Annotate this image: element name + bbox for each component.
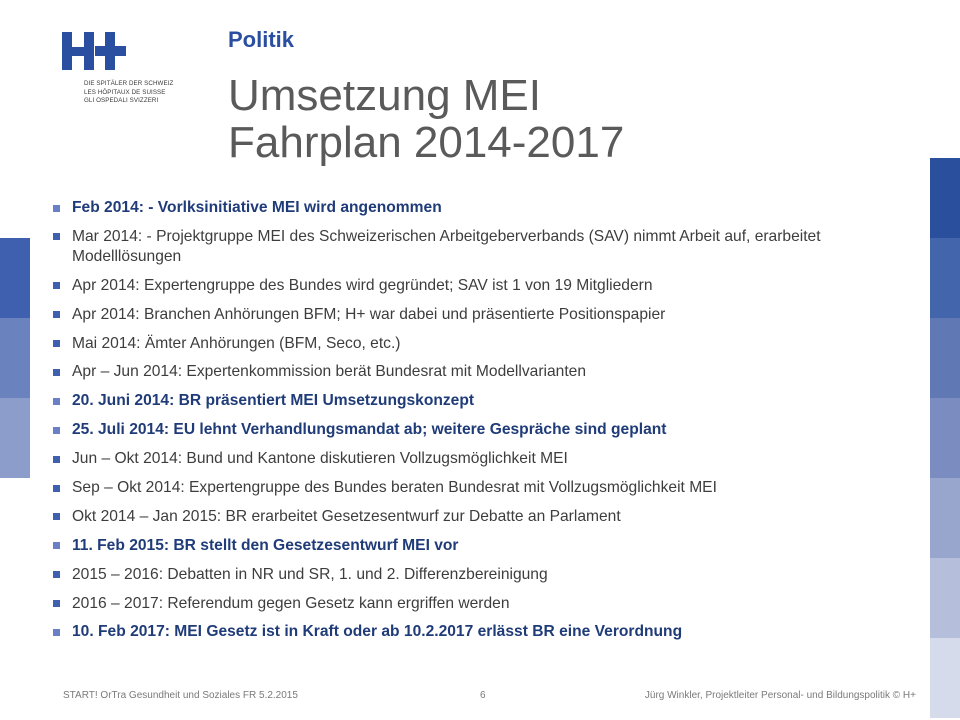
timeline-item-text: Mai 2014: Ämter Anhörungen (BFM, Seco, etc.) [72, 334, 401, 352]
slide-title [228, 72, 624, 166]
timeline-item-text: 2016 – 2017: Referendum gegen Gesetz kann ergriffen werden [72, 594, 510, 612]
timeline-item [48, 276, 908, 296]
right-color-bar [930, 158, 960, 718]
color-band [930, 478, 960, 558]
timeline-item [48, 594, 908, 614]
timeline-item-text: 2015 – 2016: Debatten in NR und SR, 1. und 2. Differenzbereinigung [72, 565, 548, 583]
square-bullet-icon [53, 311, 60, 318]
color-band [930, 558, 960, 638]
timeline-item [48, 198, 908, 218]
timeline-item [48, 622, 908, 642]
logo-line-it: GLI OSPEDALI SVIZZERI [84, 97, 159, 105]
square-bullet-icon [53, 427, 60, 434]
timeline-item-text: Apr 2014: Expertengruppe des Bundes wird gegründet; SAV ist 1 von 19 Mitgliedern [72, 276, 653, 294]
timeline-item-text: 11. Feb 2015: BR stellt den Gesetzesentwurf MEI vor [72, 536, 459, 554]
timeline-item-text: Okt 2014 – Jan 2015: BR erarbeitet Gesetzesentwurf zur Debatte an Parlament [72, 507, 621, 525]
footer-author: Jürg Winkler, Projektleiter Personal- und Bildungspolitik © H+ [644, 690, 916, 701]
timeline-item-text: Sep – Okt 2014: Expertengruppe des Bundes beraten Bundesrat mit Vollzugsmöglichkeit MEI [72, 479, 717, 497]
color-band [930, 638, 960, 718]
square-bullet-icon [53, 571, 60, 578]
timeline-item-text: 25. Juli 2014: EU lehnt Verhandlungsmandat ab; weitere Gespräche sind geplant [72, 421, 667, 439]
square-bullet-icon [53, 600, 60, 607]
logo-line-de: DIE SPITÄLER DER SCHWEIZ [84, 80, 174, 87]
footer-event: START! OrTra Gesundheit und Soziales FR 5.2.2015 [63, 690, 298, 701]
square-bullet-icon [53, 369, 60, 376]
square-bullet-icon [53, 398, 60, 405]
timeline-item-text: Feb 2014: - Vorlksinitiative MEI wird angenommen [72, 199, 442, 216]
footer-page-number: 6 [480, 690, 486, 701]
square-bullet-icon [53, 233, 60, 240]
timeline-item [48, 478, 908, 498]
timeline-item-text: Jun – Okt 2014: Bund und Kantone diskutieren Vollzugsmöglichkeit MEI [72, 450, 568, 468]
h-plus-logo [62, 30, 192, 108]
timeline-item [48, 565, 908, 585]
square-bullet-icon [53, 282, 60, 289]
square-bullet-icon [53, 340, 60, 347]
color-band [0, 318, 30, 398]
timeline-item [48, 362, 908, 382]
timeline-item [48, 536, 908, 556]
square-bullet-icon [53, 205, 60, 212]
square-bullet-icon [53, 456, 60, 463]
timeline-item [48, 227, 908, 267]
square-bullet-icon [53, 485, 60, 492]
left-color-bar [0, 238, 30, 478]
square-bullet-icon [53, 629, 60, 636]
logo-line-fr: LES HÔPITAUX DE SUISSE [84, 88, 166, 96]
timeline-item-text: 10. Feb 2017: MEI Gesetz ist in Kraft oder ab 10.2.2017 erlässt BR eine Verordnung [72, 623, 683, 641]
color-band [930, 318, 960, 398]
timeline-item-text: Mar 2014: - Projektgruppe MEI des Schweizerischen Arbeitgeberverbands (SAV) nimmt Arbeit auf, erarbeitet Modelllösungen [72, 227, 821, 265]
section-label: Politik [228, 27, 295, 52]
logo-tagline [84, 80, 173, 106]
color-band [0, 398, 30, 478]
timeline-item [48, 507, 908, 527]
timeline-item-text: Apr – Jun 2014: Expertenkommission berät Bundesrat mit Modellvarianten [72, 363, 586, 381]
timeline-list [48, 198, 908, 651]
square-bullet-icon [53, 542, 60, 549]
title-line-2: Fahrplan 2014-2017 [228, 118, 625, 167]
timeline-item-text: 20. Juni 2014: BR präsentiert MEI Umsetzungskonzept [72, 392, 475, 410]
color-band [0, 238, 30, 318]
timeline-item-text: Apr 2014: Branchen Anhörungen BFM; H+ war dabei und präsentierte Positionspapier [72, 305, 666, 323]
title-line-1: Umsetzung MEI [228, 71, 541, 120]
timeline-item [48, 391, 908, 411]
timeline-item [48, 449, 908, 469]
square-bullet-icon [53, 513, 60, 520]
color-band [930, 238, 960, 318]
h-plus-logo-mark [62, 30, 132, 74]
color-band [930, 158, 960, 238]
timeline-item [48, 334, 908, 354]
timeline-item [48, 420, 908, 440]
timeline-item [48, 305, 908, 325]
color-band [930, 398, 960, 478]
